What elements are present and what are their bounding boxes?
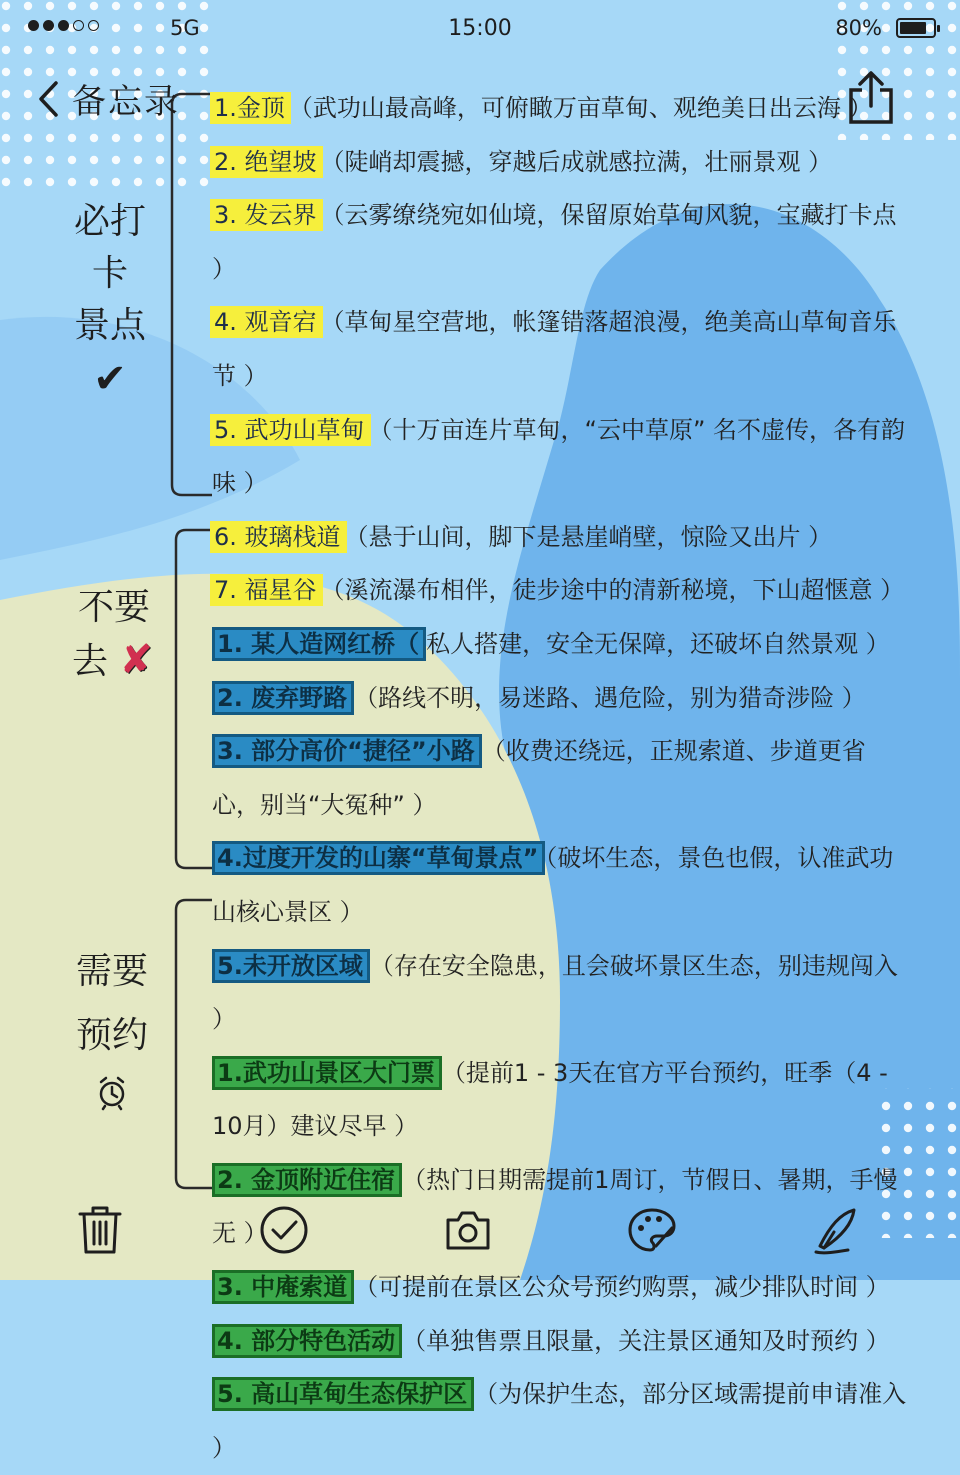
list-item <box>212 672 912 726</box>
camera-icon[interactable] <box>442 1202 494 1258</box>
item-desc: （草甸星空营地，帐篷错落超浪漫，绝美高山草甸音乐节 ） <box>212 308 897 390</box>
item-tag: 6. 玻璃栈道 <box>212 523 345 551</box>
section-label-must-visit: 必打卡 景点 ✔ <box>60 196 160 406</box>
item-tag: 3. 中庵索道 <box>212 1270 354 1304</box>
alarm-clock-icon <box>97 1074 127 1110</box>
item-tag: 4. 部分特色活动 <box>212 1324 402 1358</box>
item-desc: （路线不明，易迷路、遇危险，别为猎奇涉险 ） <box>354 683 866 712</box>
list-item <box>212 1315 912 1369</box>
cross-icon: ✘ <box>119 637 153 683</box>
item-tag: 5. 武功山草甸 <box>212 416 369 444</box>
list-item <box>212 832 912 939</box>
checkmark-icon: ✔ <box>93 356 127 402</box>
item-tag: 7. 福星谷 <box>212 576 321 604</box>
memo-content <box>212 82 912 1475</box>
palette-icon[interactable] <box>626 1202 678 1258</box>
back-button[interactable] <box>34 74 180 123</box>
status-bar <box>0 0 960 58</box>
item-desc: （热门日期需提前1周订，节假日、暑期，手慢无 ） <box>212 1165 898 1248</box>
pen-icon[interactable] <box>810 1202 862 1258</box>
list-item <box>212 136 912 190</box>
item-desc: （存在安全隐患，且会破坏景区生态，别违规闯入 ） <box>212 951 898 1034</box>
chevron-left-icon <box>34 79 64 119</box>
list-item <box>212 564 912 618</box>
item-desc: （单独售票且限量，关注景区通知及时预约 ） <box>402 1326 890 1355</box>
item-desc: （云雾缭绕宛如仙境，保留原始草甸风貌，宝藏打卡点 ） <box>212 201 897 283</box>
clock: 15:00 <box>448 16 512 41</box>
list-item <box>212 940 912 1047</box>
item-desc: （溪流瀑布相伴，徒步途中的清新秘境，下山超惬意 ） <box>320 576 905 605</box>
section-label-reserve: 需要 预约 <box>72 940 152 1110</box>
list-item <box>212 725 912 832</box>
item-desc: 私人搭建，安全无保障，还破坏自然景观 ） <box>426 629 890 658</box>
item-tag: 5.未开放区域 <box>212 949 370 983</box>
list-item <box>212 82 912 136</box>
item-tag: 1.武功山景区大门票 <box>212 1056 442 1090</box>
battery-icon <box>896 18 936 38</box>
avoid-list <box>212 618 912 1047</box>
item-desc: （破坏生态，景色也假，认准武功山核心景区 ） <box>212 844 894 926</box>
section-label-avoid: 不要 去 ✘ <box>72 587 153 683</box>
item-tag: 2. 绝望坡 <box>212 148 321 176</box>
item-tag: 3. 部分高价“捷径”小路 <box>212 734 482 768</box>
list-item <box>212 1261 912 1315</box>
item-tag: 1.金顶 <box>212 94 289 122</box>
list-item <box>212 1047 912 1154</box>
item-desc: （提前1 - 3天在官方平台预约，旺季（4 - 10月）建议尽早 ） <box>212 1058 888 1141</box>
item-desc: （陡峭却震撼，穿越后成就感拉满，壮丽景观 ） <box>320 147 833 176</box>
item-desc: （悬于山间，脚下是悬崖峭壁，惊险又出片 ） <box>344 522 833 551</box>
item-desc: （可提前在景区公众号预约购票，减少排队时间 ） <box>354 1273 890 1302</box>
network-type: 5G <box>170 16 200 40</box>
battery-percentage: 80% <box>835 16 882 40</box>
item-tag: 1. 某人造网红桥（ <box>212 627 426 661</box>
trash-icon[interactable] <box>74 1202 126 1258</box>
item-tag: 4.过度开发的山寨“草甸景点” <box>212 841 545 875</box>
item-tag: 2. 废弃野路 <box>212 681 354 715</box>
list-item <box>212 1368 912 1475</box>
checkmark-circle-icon[interactable] <box>258 1202 310 1258</box>
item-tag: 5. 高山草甸生态保护区 <box>212 1377 474 1411</box>
item-desc: （收费还绕远，正规索道、步道更省心，别当“大冤种” ） <box>212 737 866 819</box>
list-item <box>212 511 912 565</box>
bottom-toolbar <box>0 1196 960 1266</box>
list-item <box>212 189 912 296</box>
item-tag: 4. 观音宕 <box>212 308 321 336</box>
must-visit-list <box>212 82 912 618</box>
back-label: 备忘录 <box>72 82 180 122</box>
item-desc: （十万亩连片草甸，“云中草原” 名不虚传，各有韵味 ） <box>212 415 906 498</box>
list-item <box>212 618 912 672</box>
list-item <box>212 404 912 511</box>
item-desc: （为保护生态，部分区域需提前申请准入 ） <box>212 1380 907 1462</box>
item-desc: （武功山最高峰，可俯瞰万亩草甸、观绝美日出云海 ） <box>288 94 873 122</box>
item-tag: 3. 发云界 <box>212 201 321 229</box>
list-item <box>212 296 912 403</box>
item-tag: 2. 金顶附近住宿 <box>212 1163 402 1197</box>
